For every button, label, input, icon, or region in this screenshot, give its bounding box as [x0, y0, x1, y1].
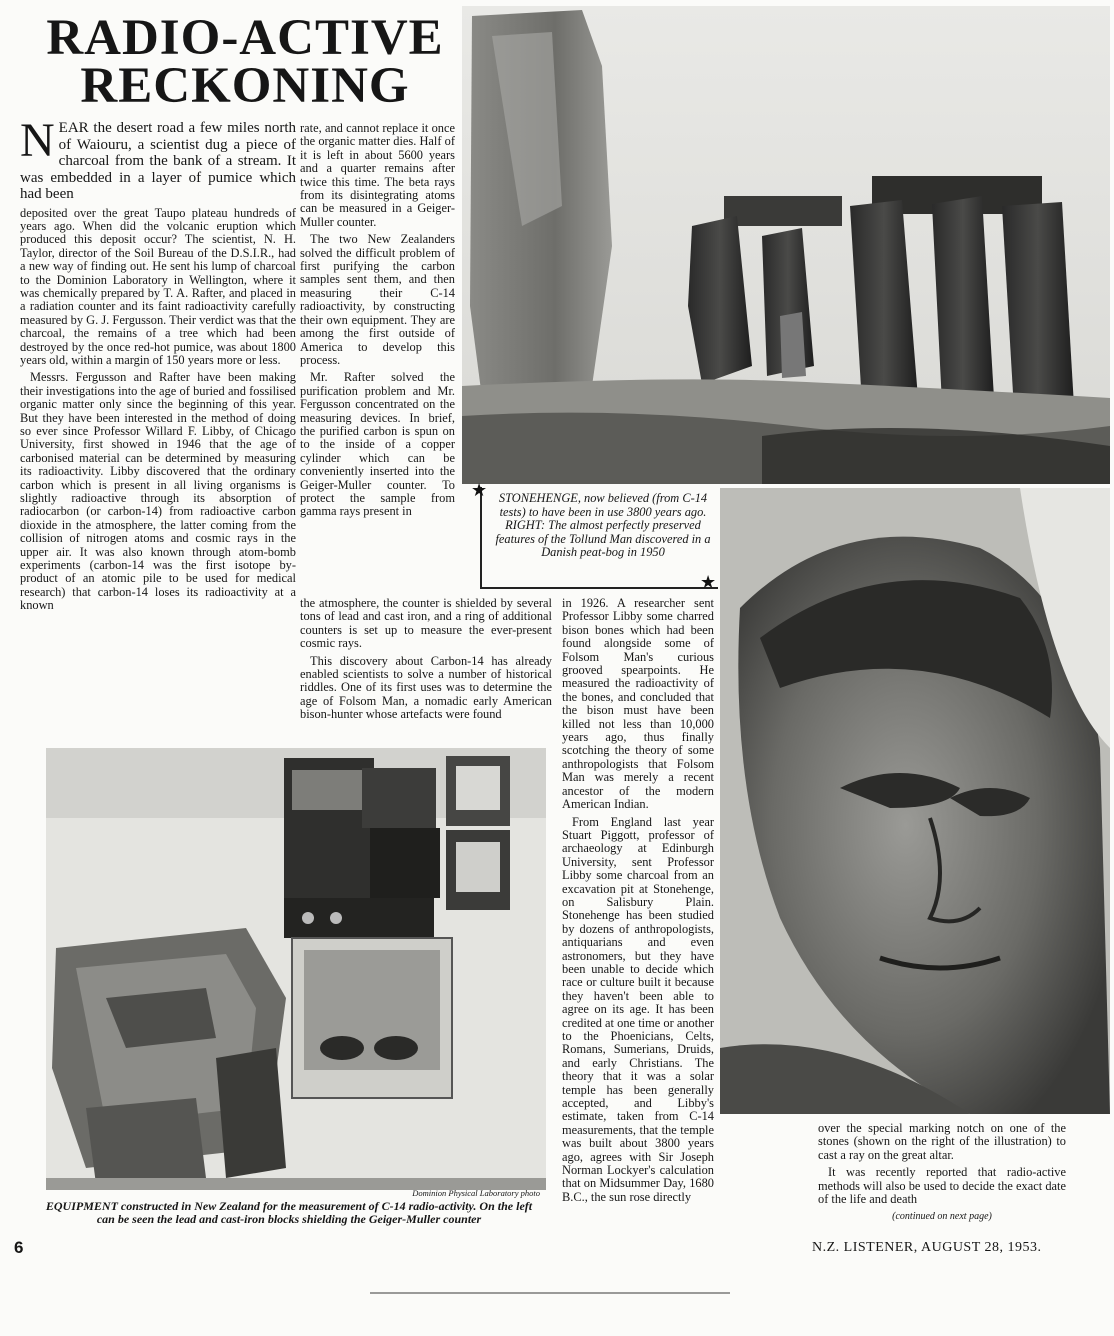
tollund-man-photo [720, 488, 1110, 1114]
equipment-caption: EQUIPMENT constructed in New Zealand for the measurement of C-14 radio-activity. On the left can be seen the lead and cast-iron blocks shielding the Geiger-Muller counter [45, 1199, 533, 1226]
stonehenge-photo [462, 6, 1110, 484]
paragraph: From England last year Stuart Piggott, professor of archaeology at Edinburgh University, sent Professor Libby some charcoal from an excavation pit at Stonehenge, on Salisbury Plain. Stonehenge has been studied by dozens of anthropologists, antiquarians and even astronomers, but they have been unable to decide which race or culture built it because they haven't been able to agree on its age. It has been credited at one time or another to the Phoenicians, Celts, Romans, Sumerians, Druids, and early Christians. The theory that it was a solar temple has been generally accepted, and Libby's estimate, taken from C-14 measurements, that the temple was built about 3800 years ago, agrees with Sir Joseph Norman Lockyer's calculation that on Midsummer Day, 1680 B.C., the sun rose directly [562, 814, 714, 1204]
paragraph: Messrs. Fergusson and Rafter have been making their investigations into the age of buried and fossilised organic matter only since the beginning of this year. But they have been interested in the method of doing so ever since Professor Willard F. Libby, of Chicago University, first showed in 1946 that the age of carbonised material can be determined by measuring its radioactivity. Libby discovered that the ordinary carbon which is present in all living organisms is slightly radioactive through its absorption of radiocarbon (or carbon-14) from radioactive carbon dioxide in the atmosphere, the latter coming from the collision of nitrogen atoms and cosmic rays in the upper air. It was also known through atom-bomb experiments (carbon-14 was the first isotope by-product of an atomic pile to be used for medical research) that carbon-14 loses its radioactivity at a known [20, 370, 296, 613]
tollund-man-image [720, 488, 1110, 1114]
paragraph: deposited over the great Taupo plateau hundreds of years ago. When did the volcanic eruption which produced this deposit occur? The scientist, N. H. Taylor, director of the Soil Bureau of the D.S.I.R., had a new way of finding out. He sent his lump of charcoal to the Dominion Laboratory in Wellington, where it was chemically prepared by T. A. Rafter, and placed in a radiation counter and its faint radioactivity carefully measured by G. J. Fergusson. Their verdict was that the charcoal, the remains of a tree which had been destroyed by the once red-hot pumice, was about 1800 years old, within a margin of 150 years more or less. [20, 205, 296, 367]
column-1 [20, 114, 296, 617]
equipment-image [46, 748, 546, 1190]
paragraph: It was recently reported that radio-active methods will also be used to decide the exact date of the life and death [818, 1165, 1066, 1207]
column-3 [562, 597, 714, 1208]
stonehenge-caption-box [480, 487, 718, 589]
continued-note: (continued on next page) [892, 1211, 992, 1223]
article-title [18, 10, 472, 114]
lead-text: EAR the desert road a few miles north of Waiouru, a scientist dug a piece of charcoal from the bank of a stream. It was embedded in a layer of pumice which had been [20, 120, 296, 202]
paragraph: rate, and cannot replace it once the organic matter dies. Half of it is left in about 5600 years and a quarter remains after twice this time. The beta rays from its disintegrating atoms can be measured in a Geiger-Muller counter. [300, 121, 455, 229]
column-2 [300, 122, 455, 523]
paragraph: the atmosphere, the counter is shielded by several tons of lead and cast iron, and a ring of additional counters is set up to measure the ever-present cosmic rays. [300, 596, 552, 651]
paragraph: Mr. Rafter solved the purification problem and Mr. Fergusson concentrated on the measuring devices. In brief, the purified carbon is spun on to the inside of a copper cylinder which can be conveniently inserted into the Geiger-Muller counter. To protect the sample from gamma rays present in [300, 370, 455, 519]
lead-paragraph [20, 114, 296, 203]
drop-cap: N [20, 114, 55, 167]
stonehenge-caption: STONEHENGE, now believed (from C-14 tests) to have been in use 3800 years ago. RIGHT: The almost perfectly preserved features of the Tollund Man discovered in a Danish peat-bog in 1950 [495, 491, 711, 560]
title-line-2: RECKONING [80, 58, 410, 114]
publication-footer: N.Z. LISTENER, AUGUST 28, 1953. [812, 1240, 1042, 1255]
paragraph: over the special marking notch on one of the stones (shown on the right of the illustration) to cast a ray on the great altar. [818, 1121, 1066, 1162]
column-2-lower [300, 597, 552, 726]
star-icon: ★ [471, 480, 488, 501]
title-line-1: RADIO-ACTIVE [46, 10, 444, 66]
star-icon: ★ [700, 572, 717, 593]
scan-artifact [370, 1292, 730, 1294]
stonehenge-image [462, 6, 1110, 484]
paragraph: in 1926. A researcher sent Professor Libby some charred bison bones which had been found alongside some of Folsom Man's curious grooved spearpoints. He measured the radioactivity of the bones, and concluded that the bison must have been killed not less than 10,000 years ago, thus finally scotching the theory of some anthropologists that Folsom Man was merely a recent ancestor of the modern American Indian. [562, 596, 714, 812]
column-4 [818, 1122, 1066, 1224]
page-number: 6 [14, 1238, 24, 1257]
equipment-photo [46, 748, 546, 1190]
photo-credit: Dominion Physical Laboratory photo [412, 1188, 540, 1198]
paragraph: The two New Zealanders solved the difficult problem of first purifying the carbon samples sent them, and then measuring their C-14 radioactivity, by constructing their own equipment. They are among the first outside of America to develop this process. [300, 232, 455, 367]
paragraph: This discovery about Carbon-14 has already enabled scientists to solve a number of historical riddles. One of its first uses was to determine the age of Folsom Man, a nomadic early American bison-hunter whose artefacts were found [300, 653, 552, 722]
